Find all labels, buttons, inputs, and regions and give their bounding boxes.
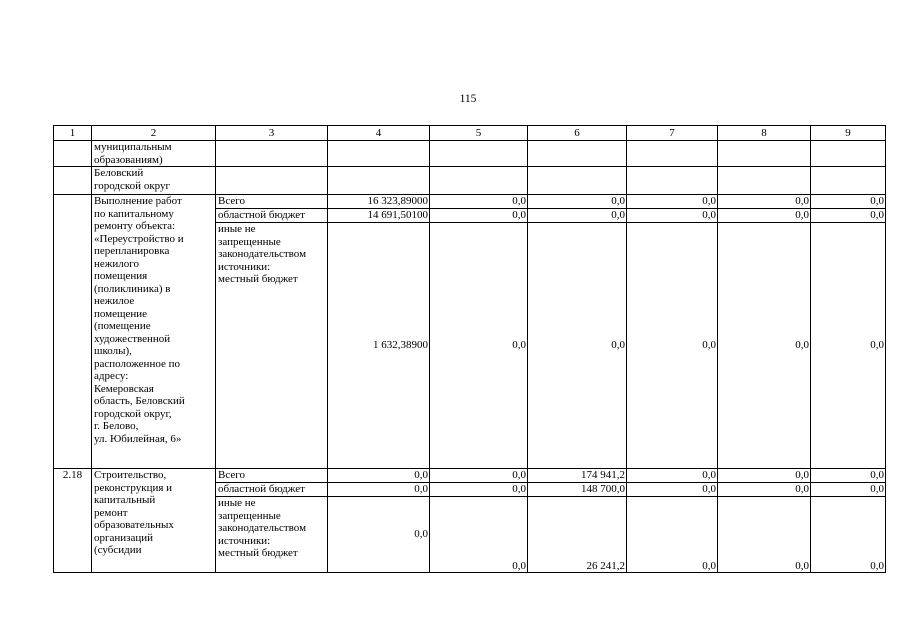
value-cell: 0,0 <box>718 195 811 209</box>
budget-table <box>53 125 886 573</box>
value-cell: 0,0 <box>627 209 718 223</box>
source-cell: иные не запрещенные законодательством источники: местный бюджет <box>216 223 328 469</box>
header-cell: 9 <box>811 126 886 141</box>
value-cell: 0,0 <box>811 223 886 469</box>
value-cell: 0,0 <box>718 497 811 573</box>
header-cell: 7 <box>627 126 718 141</box>
value-cell: 0,0 <box>811 483 886 497</box>
source-cell: областной бюджет <box>216 483 328 497</box>
table-row-item-a-total <box>54 195 886 209</box>
value-cell: 0,0 <box>627 469 718 483</box>
item-number-cell: 2.18 <box>54 469 92 573</box>
value-cell: 148 700,0 <box>528 483 627 497</box>
value-cell: 0,0 <box>627 497 718 573</box>
value-cell: 0,0 <box>627 195 718 209</box>
value-cell: 26 241,2 <box>528 497 627 573</box>
source-cell: Всего <box>216 195 328 209</box>
value-cell: 0,0 <box>627 223 718 469</box>
district-name-cell: Беловский городской округ <box>92 167 216 195</box>
header-cell: 6 <box>528 126 627 141</box>
value-cell: 0,0 <box>328 483 430 497</box>
item-number-cell <box>54 195 92 469</box>
header-cell: 1 <box>54 126 92 141</box>
item-name-cell: Строительство, реконструкция и капитальный ремонт образовательных организаций (субсидии <box>92 469 216 573</box>
item-name-cell: муниципальным образованиям) <box>92 141 216 167</box>
value-cell: 0,0 <box>627 483 718 497</box>
value-cell: 1 632,38900 <box>328 223 430 469</box>
value-cell: 0,0 <box>811 497 886 573</box>
value-cell: 0,0 <box>528 195 627 209</box>
table-row-item-b-total <box>54 469 886 483</box>
value-cell: 174 941,2 <box>528 469 627 483</box>
value-cell: 0,0 <box>430 223 528 469</box>
header-cell: 3 <box>216 126 328 141</box>
value-cell: 16 323,89000 <box>328 195 430 209</box>
value-cell: 0,0 <box>528 223 627 469</box>
value-cell: 0,0 <box>718 469 811 483</box>
source-cell: областной бюджет <box>216 209 328 223</box>
header-row <box>54 126 886 141</box>
table-row-continuation <box>54 141 886 167</box>
value-cell: 0,0 <box>430 483 528 497</box>
header-cell: 4 <box>328 126 430 141</box>
value-cell: 0,0 <box>811 195 886 209</box>
value-cell: 0,0 <box>528 209 627 223</box>
value-cell: 0,0 <box>430 209 528 223</box>
source-cell: Всего <box>216 469 328 483</box>
page-number: 115 <box>459 93 477 105</box>
value-cell: 0,0 <box>811 209 886 223</box>
source-cell: иные не запрещенные законодательством источники: местный бюджет <box>216 497 328 573</box>
header-cell: 5 <box>430 126 528 141</box>
value-cell: 0,0 <box>430 497 528 573</box>
value-cell: 0,0 <box>328 469 430 483</box>
value-cell: 0,0 <box>430 469 528 483</box>
header-cell: 8 <box>718 126 811 141</box>
table-row-district <box>54 167 886 195</box>
value-cell: 0,0 <box>430 195 528 209</box>
value-cell: 0,0 <box>718 483 811 497</box>
value-cell: 0,0 <box>718 209 811 223</box>
value-cell: 0,0 <box>811 469 886 483</box>
header-cell: 2 <box>92 126 216 141</box>
value-cell: 0,0 <box>718 223 811 469</box>
item-name-cell: Выполнение работ по капитальному ремонту объекта: «Переустройство и перепланировка нежилого помещения (поликлиника) в нежилое помещение (помещение художественной школы), расположенное по адресу: Кемеровская область, Беловский городской округ, г. Белово, ул. Юбилейная, 6» <box>92 195 216 469</box>
value-cell: 14 691,50100 <box>328 209 430 223</box>
value-cell: 0,0 <box>328 497 430 573</box>
